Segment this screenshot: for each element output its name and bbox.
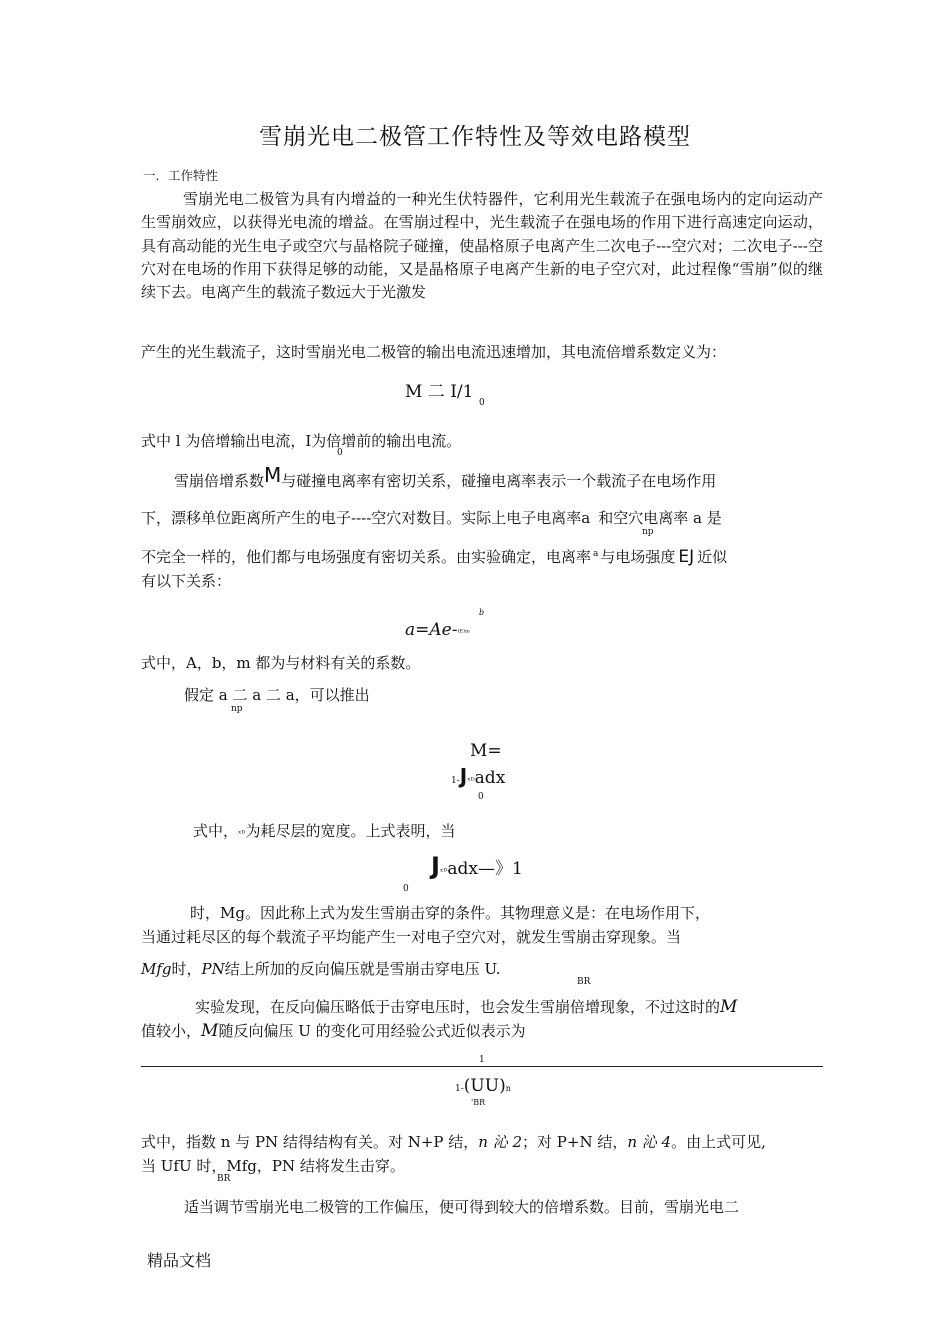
depletion-text-a: 式中， xyxy=(193,822,239,840)
definition-subscript: 0 xyxy=(337,448,343,458)
breakdown-pn: PN xyxy=(201,960,225,978)
breakdown-line-3 xyxy=(141,958,501,979)
drift-text-a: 下，漂移单位距离所产生的电子----空穴对数目。实际上电子电离率 xyxy=(141,509,582,527)
equation-integral-top: M= xyxy=(470,741,502,761)
equation-condition-xd: ˣᴰ xyxy=(439,867,448,876)
index-text-a: 式中，指数 n 与 PN 结得结构有关。对 N+P 结， xyxy=(141,1133,479,1151)
equation-fraction-denominator xyxy=(455,1076,511,1096)
experiment-line-2 xyxy=(141,1020,526,1041)
field-text-c: 近似 xyxy=(697,548,728,566)
equation-m-definition: M 二 I/1 xyxy=(405,382,474,402)
index-subscript: BR xyxy=(217,1174,231,1184)
equation-den-pre: 1- xyxy=(455,1084,464,1094)
drift-text-b: 和空穴电离率 a 是 xyxy=(598,509,722,527)
definition-text-b: 为倍增前的输出电流。 xyxy=(311,432,462,450)
index-n2: n 沁 4 xyxy=(627,1133,672,1151)
coefficient-text-a: 雪崩倍增系数 xyxy=(174,472,265,490)
index-n1: n 沁 2 xyxy=(478,1133,523,1151)
breakdown-text-b: 时， xyxy=(171,960,202,978)
index-line-1 xyxy=(141,1131,766,1152)
definition-text-a: 式中 l 为倍增输出电流，I xyxy=(141,432,312,450)
field-e-symbol: EJ xyxy=(678,547,695,567)
assume-subscript: np xyxy=(231,704,243,714)
experiment-text-2a: 值较小， xyxy=(141,1022,202,1040)
coefficient-text-b: 与碰撞电离率有密切关系，碰撞电离率表示一个载流子在电场作用 xyxy=(281,472,717,490)
experiment-m-2: M xyxy=(201,1021,219,1041)
experiment-text-2b: 随反向偏压 U 的变化可用经验公式近似表示为 xyxy=(218,1022,526,1040)
equation-fraction-numerator: 1 xyxy=(479,1055,485,1065)
integral-sign-icon-2: J xyxy=(431,852,440,880)
field-text-b: 与电场强度 xyxy=(600,548,676,566)
section-heading: 一．工作特性 xyxy=(143,168,219,183)
equation-integral-xd: ˣᴰ xyxy=(467,776,475,785)
assume-line: 假定 a 二 a 二 a，可以推出 xyxy=(184,686,370,704)
equation-condition xyxy=(431,852,523,880)
equation-integral xyxy=(451,764,505,788)
breakdown-mfg: Mfg xyxy=(141,960,172,978)
field-line xyxy=(141,546,727,567)
footer-watermark: 精品文档 xyxy=(147,1251,212,1270)
fraction-bar xyxy=(141,1066,823,1067)
equation-alpha-frac: ⁽ᴱ⁾ᵐ xyxy=(457,628,470,637)
index-line-2: 当 UfU 时，Mfg，PN 结将发生击穿。 xyxy=(141,1157,405,1175)
breakdown-text-d: 结上所加的反向偏压就是雪崩击穿电压 U. xyxy=(224,960,501,978)
experiment-m: M xyxy=(720,997,738,1017)
drift-var: a xyxy=(581,509,591,527)
field-sup: a xyxy=(593,549,599,559)
field-text-a: 不完全一样的，他们都与电场强度有密切关系。由实验确定，电离率 xyxy=(141,548,592,566)
equation-alpha-main: a=Ae- xyxy=(405,620,458,640)
equation-den-exp: n xyxy=(505,1084,511,1093)
equation-den-sub: 'BR xyxy=(471,1098,486,1107)
equation-integral-pre: 1- xyxy=(451,776,460,786)
intro-paragraph xyxy=(141,188,823,304)
experiment-line-1 xyxy=(195,996,737,1017)
drift-line xyxy=(141,507,722,528)
depletion-xd: ˣᴰ xyxy=(238,829,246,838)
equation-condition-rest: adx—》1 xyxy=(447,859,523,879)
equation-integral-rest: adx xyxy=(474,768,506,788)
index-text-c: 。由上式可见, xyxy=(671,1133,766,1151)
equation-alpha-sup: b xyxy=(479,608,485,617)
index-text-b: ；对 P+N 结， xyxy=(522,1133,628,1151)
depletion-text-b: 为耗尽层的宽度。上式表明，当 xyxy=(245,822,456,840)
depletion-line xyxy=(193,820,455,841)
definition-line xyxy=(141,430,461,451)
integral-sign-icon: J xyxy=(459,764,468,788)
coefficient-m-symbol: M xyxy=(264,463,282,487)
equation-m-subscript: 0 xyxy=(479,398,485,408)
coefficient-line xyxy=(174,463,717,491)
line-after-intro: 产生的光生载流子，这时雪崩光电二极管的输出电流迅速增加，其电流倍增系数定义为： xyxy=(141,343,727,361)
breakdown-line-2: 当通过耗尽区的每个载流子平均能产生一对电子空穴对，就发生雪崩击穿现象。当 xyxy=(141,928,682,946)
breakdown-subscript: BR xyxy=(577,977,591,987)
equation-alpha xyxy=(405,620,470,640)
last-line: 适当调节雪崩光电二极管的工作偏压，便可得到较大的倍增系数。目前，雪崩光电二 xyxy=(184,1198,740,1216)
equation-condition-sub: 0 xyxy=(403,884,409,894)
equation-den-main: (UU) xyxy=(463,1076,506,1096)
equation-integral-sub: 0 xyxy=(478,792,484,802)
field-line-2: 有以下关系： xyxy=(141,572,232,590)
experiment-text-a: 实验发现，在反向偏压略低于击穿电压时，也会发生雪崩倍增现象，不过这时的 xyxy=(195,998,721,1016)
constants-line: 式中，A，b，m 都为与材料有关的系数。 xyxy=(141,654,421,672)
drift-subscript: np xyxy=(642,527,654,537)
page-title: 雪崩光电二极管工作特性及等效电路模型 xyxy=(259,124,691,150)
intro-text: 雪崩光电二极管为具有内增益的一种光生伏特器件，它利用光生载流子在强电场内的定向运动产生雪崩效应，以获得光电流的增益。在雪崩过程中，光生载流子在强电场的作用下进行高速定向运动，具有高动能的光生电子或空穴与晶格院子碰撞，使晶格原子电离产生二次电子---空穴对；二次电子---空穴对在电场的作用下获得足够的动能，又是晶格原子电离产生新的电子空穴对，此过程像“雪崩”似的继续下去。电离产生的载流子数远大于光激发 xyxy=(141,190,823,302)
breakdown-line-1: 时，Mg。因此称上式为发生雪崩击穿的条件。其物理意义是：在电场作用下， xyxy=(190,904,710,922)
